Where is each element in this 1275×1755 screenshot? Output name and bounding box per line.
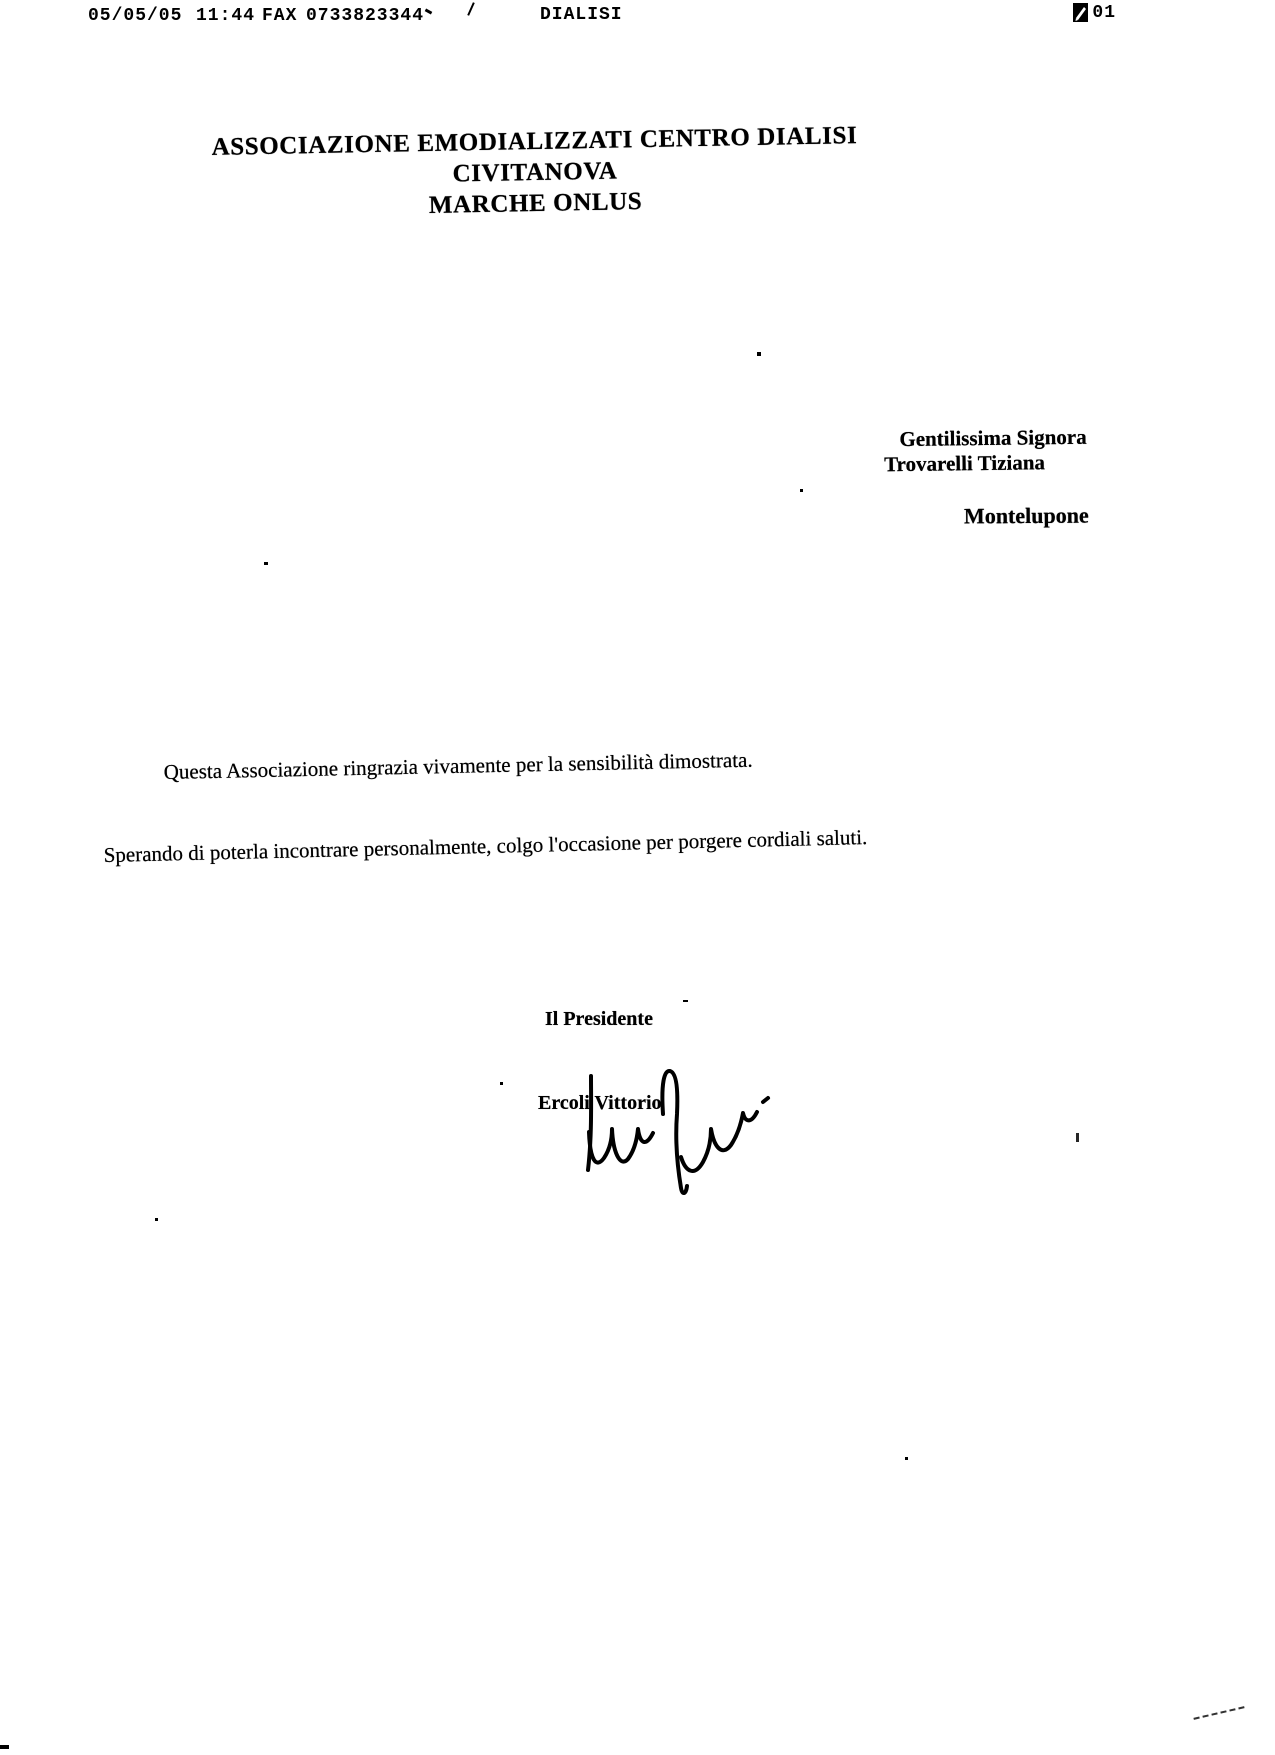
recipient-salutation: Gentilissima Signora <box>899 424 1087 452</box>
fax-page-number: 01 <box>1092 3 1117 23</box>
scan-scratch-line <box>1193 1706 1244 1720</box>
scan-speck <box>800 489 803 492</box>
letter-title-line2: MARCHE ONLUS <box>428 188 643 219</box>
scan-speck <box>155 1218 158 1221</box>
fax-page-indicator <box>978 2 1116 24</box>
letter-title <box>149 119 921 226</box>
handwritten-signature <box>505 1062 775 1202</box>
scan-speck <box>425 9 433 15</box>
recipient-block <box>884 425 1087 477</box>
body-paragraph-1: Questa Associazione ringrazia vivamente per la sensibilità dimostrata. <box>163 747 753 785</box>
scan-speck <box>264 562 268 565</box>
scan-speck <box>1076 1133 1079 1142</box>
fax-date: 05/05/05 <box>88 6 183 26</box>
fax-label: FAX <box>262 6 298 26</box>
scan-speck <box>757 352 761 356</box>
scan-speck <box>467 2 475 16</box>
signer-role: Il Presidente <box>545 1008 653 1030</box>
scan-speck <box>500 1082 503 1085</box>
scan-speck <box>0 1745 9 1749</box>
scan-speck <box>905 1457 908 1460</box>
fax-number: 0733823344 <box>306 6 425 26</box>
fax-sender-name: DIALISI <box>540 5 623 25</box>
fax-page-icon <box>978 2 1090 24</box>
body-paragraph-2: Sperando di poterla incontrare personalmente, colgo l'occasione per porgere cordiali saluti. <box>103 825 868 868</box>
signer-name: Ercoli Vittorio <box>538 1092 662 1114</box>
recipient-city: Montelupone <box>964 502 1090 529</box>
recipient-name: Trovarelli Tiziana <box>884 450 1046 477</box>
fax-time: 11:44 <box>196 6 256 26</box>
letter-title-line1: ASSOCIAZIONE EMODIALIZZATI CENTRO DIALISI CIVITANOVA <box>211 122 858 188</box>
scan-speck <box>683 1000 688 1002</box>
